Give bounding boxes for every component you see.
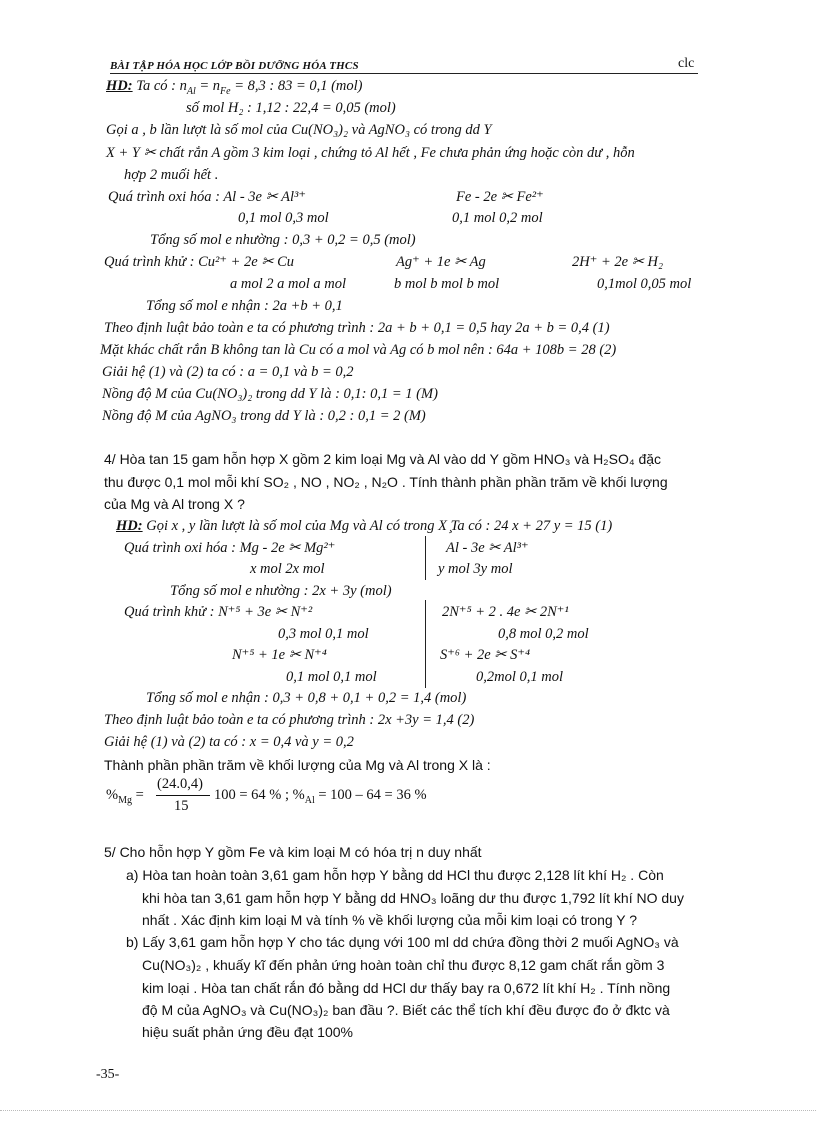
oxidation-line-right: Al - 3e ✂ Al³⁺ bbox=[446, 540, 529, 556]
oxidation-line: Quá trình oxi hóa : Mg - 2e ✂ Mg²⁺ bbox=[124, 540, 336, 556]
formula-rhs: 100 = 64 % ; $\%_{Al} = 100 - 64 = 36$ % bbox=[214, 787, 427, 806]
mol-line: 0,1 mol 0,1 mol bbox=[286, 669, 377, 685]
question-4-line: 4/ Hòa tan 15 gam hỗn hợp X gồm 2 kim loại Mg và Al vào dd Y gồm HNO₃ và H₂SO₄ đặc bbox=[104, 451, 662, 467]
fraction-bar bbox=[156, 795, 210, 796]
text-line: Nồng độ M của Cu(NO₃)₂ trong dd Y là : 0,1: 0,1 = 1 (M) bbox=[102, 386, 438, 402]
question-4-line: của Mg và Al trong X ? bbox=[104, 496, 245, 512]
mol-line: 0,8 mol 0,2 mol bbox=[498, 626, 589, 642]
mol-line: x mol 2x mol bbox=[250, 561, 325, 577]
mol-line: b mol b mol b mol bbox=[394, 276, 500, 292]
hd-label: HD: bbox=[106, 78, 133, 94]
text-line: hợp 2 muối hết . bbox=[124, 167, 219, 183]
reduction-line-right: 2N⁺⁵ + 2 . 4e ✂ 2N⁺¹ bbox=[442, 604, 569, 620]
hd-line-1: HD: Ta có : $n_{Al} = n_{Fe} = 8,3$ : 83 = 0,1 (mol) bbox=[106, 78, 363, 97]
page-number: -35- bbox=[96, 1067, 120, 1082]
text-line: Theo định luật bảo toàn e ta có phương trình : 2x +3y = 1,4 (2) bbox=[104, 712, 475, 728]
text-line: Giải hệ (1) và (2) ta có : a = 0,1 và b = 0,2 bbox=[102, 364, 354, 380]
question-5a-line: a) Hòa tan hoàn toàn 3,61 gam hỗn hợp Y bằng dd HCl thu được 2,128 lít khí H₂ . Còn bbox=[126, 867, 664, 883]
header-rule bbox=[110, 73, 698, 74]
reduction-line-right: S⁺⁶ + 2e ✂ S⁺⁴ bbox=[440, 647, 531, 663]
text-line: Tổng số mol e nhận : 2a +b + 0,1 bbox=[146, 298, 343, 314]
text-line: Tổng số mol e nhường : 0,3 + 0,2 = 0,5 (mol) bbox=[150, 232, 416, 248]
reduction-line: N⁺⁵ + 1e ✂ N⁺⁴ bbox=[232, 647, 327, 663]
text-line: Mặt khác chất rắn B không tan là Cu có a mol và Ag có b mol nên : 64a + 108b = 28 (2) bbox=[100, 342, 617, 358]
header-right: clc bbox=[678, 56, 695, 71]
question-5b-line: hiệu suất phản ứng đều đạt 100% bbox=[142, 1024, 353, 1040]
mol-line: a mol 2 a mol a mol bbox=[230, 276, 346, 292]
text-line: X + Y ✂ chất rắn A gồm 3 kim loại , chứng tỏ Al hết , Fe chưa phản ứng hoặc còn dư , hỗn bbox=[106, 145, 635, 161]
fraction-numerator: (24.0,4) bbox=[157, 776, 203, 792]
oxidation-line-2: Fe - 2e ✂ Fe²⁺ bbox=[456, 189, 544, 205]
question-5b-line: kim loại . Hòa tan chất rắn đó bằng dd HCl dư thấy bay ra 0,672 lít khí H₂ . Tính nồng bbox=[142, 980, 671, 996]
text-line: Nồng độ M của AgNO₃ trong dd Y là : 0,2 : 0,1 = 2 (M) bbox=[102, 408, 426, 424]
reduction-line: Quá trình khử : Cu²⁺ + 2e ✂ Cu bbox=[104, 254, 295, 270]
reduction-line-2: Ag⁺ + 1e ✂ Ag bbox=[396, 254, 486, 270]
mol-line: 0,1mol 0,05 mol bbox=[597, 276, 692, 292]
formula-lhs: $\%_{Mg}$ = bbox=[106, 787, 144, 806]
oxidation-line: Quá trình oxi hóa : Al - 3e ✂ Al³⁺ bbox=[108, 189, 307, 205]
mol-line: 0,3 mol 0,1 mol bbox=[278, 626, 369, 642]
hd-label: HD: bbox=[116, 518, 143, 534]
reduction-line-3: 2H⁺ + 2e ✂ H₂ bbox=[572, 254, 664, 270]
mol-line: 0,1 mol 0,2 mol bbox=[452, 210, 543, 226]
column-divider bbox=[425, 600, 426, 688]
text-line: số mol H₂ : 1,12 : 22,4 = 0,05 (mol) bbox=[186, 100, 396, 116]
fraction-denominator: 15 bbox=[174, 798, 189, 814]
mol-line: 0,2mol 0,1 mol bbox=[476, 669, 563, 685]
hd-line-q4: HD: Gọi x , y lần lượt là số mol của Mg và Al có trong X ̧Ta có : 24 x + 27 y = 15 (1) bbox=[116, 518, 613, 534]
question-5b-line: b) Lấy 3,61 gam hỗn hợp Y cho tác dụng với 100 ml dd chứa đồng thời 2 muối AgNO₃ và bbox=[126, 934, 679, 950]
text-line: Theo định luật bảo toàn e ta có phương trình : 2a + b + 0,1 = 0,5 hay 2a + b = 0,4 (1) bbox=[104, 320, 610, 336]
mol-line: y mol 3y mol bbox=[438, 561, 513, 577]
running-header: BÀI TẬP HÓA HỌC LỚP BỒI DƯỠNG HÓA THCS bbox=[110, 60, 359, 72]
text-line: Tổng số mol e nhận : 0,3 + 0,8 + 0,1 + 0,2 = 1,4 (mol) bbox=[146, 690, 467, 706]
reduction-line: Quá trình khử : N⁺⁵ + 3e ✂ N⁺² bbox=[124, 604, 313, 620]
text-line: Giải hệ (1) và (2) ta có : x = 0,4 và y = 0,2 bbox=[104, 734, 354, 750]
text-line: Tổng số mol e nhường : 2x + 3y (mol) bbox=[170, 583, 392, 599]
question-5-line: 5/ Cho hỗn hợp Y gồm Fe và kim loại M có hóa trị n duy nhất bbox=[104, 844, 482, 860]
question-5a-line: nhất . Xác định kim loại M và tính % về khối lượng của mỗi kim loại có trong Y ? bbox=[142, 912, 638, 928]
question-5b-line: độ M của AgNO₃ và Cu(NO₃)₂ ban đầu ?. Biết các thể tích khí đều được đo ở đktc và bbox=[142, 1002, 670, 1018]
mol-line: 0,1 mol 0,3 mol bbox=[238, 210, 329, 226]
question-5b-line: Cu(NO₃)₂ , khuấy kĩ đến phản ứng hoàn toàn chỉ thu được 8,12 gam chất rắn gồm 3 bbox=[142, 957, 665, 973]
question-4-line: thu được 0,1 mol mỗi khí SO₂ , NO , NO₂ , N₂O . Tính thành phần phần trăm về khối lượng bbox=[104, 474, 668, 490]
column-divider bbox=[425, 536, 426, 580]
text-line: Thành phần phần trăm về khối lượng của Mg và Al trong X là : bbox=[104, 757, 491, 773]
bottom-dotted-rule bbox=[0, 1110, 816, 1111]
text-line: Gọi a , b lần lượt là số mol của Cu(NO₃)₂ và AgNO₃ có trong dd Y bbox=[106, 122, 492, 138]
question-5a-line: khi hòa tan 3,61 gam hỗn hợp Y bằng dd HNO₃ loãng dư thu được 1,792 lít khí NO duy bbox=[142, 890, 684, 906]
